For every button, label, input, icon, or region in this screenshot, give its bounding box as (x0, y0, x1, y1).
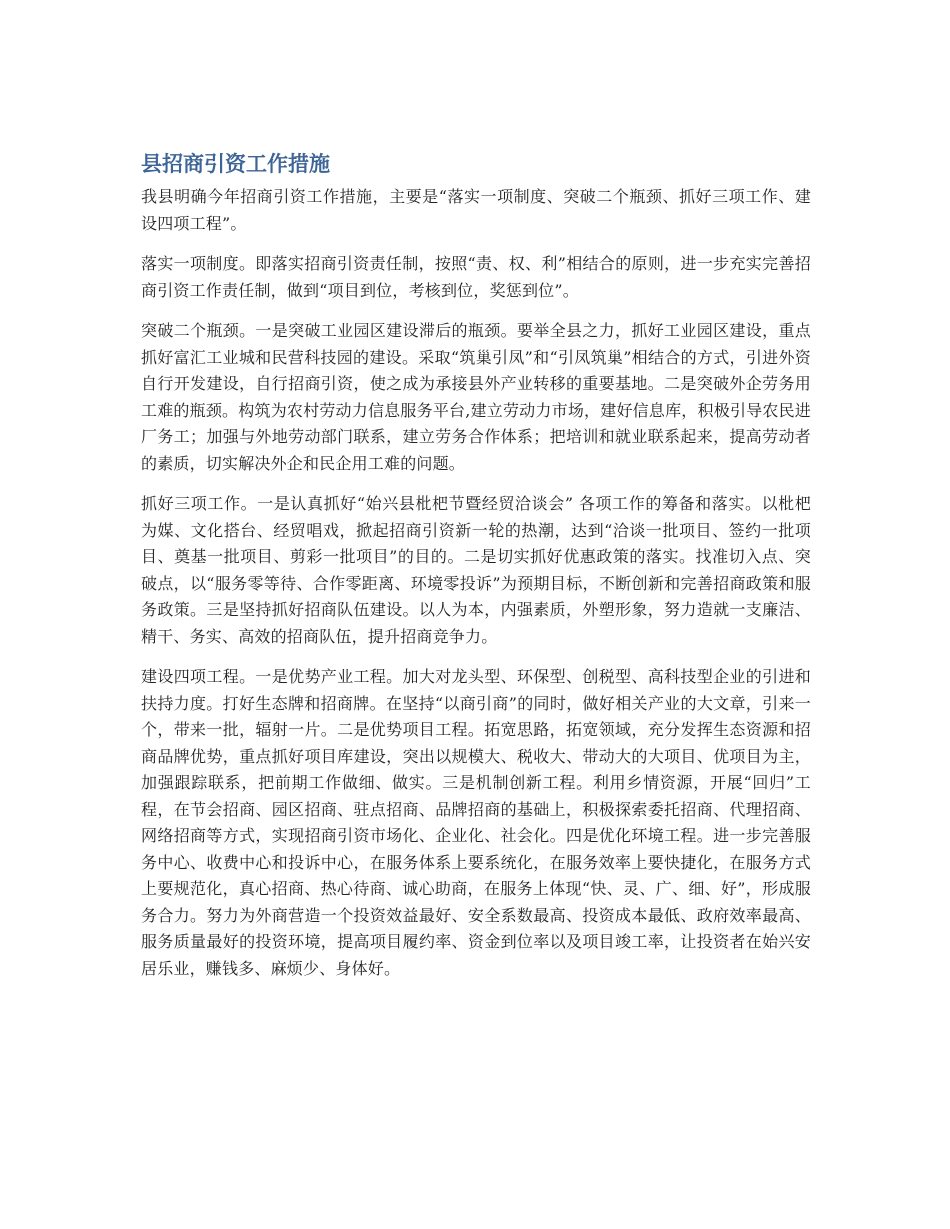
document-page (141, 150, 811, 996)
paragraph-four-projects: 建设四项工程。一是优势产业工程。加大对龙头型、环保型、创税型、高科技型企业的引进和扶持力度。打好生态牌和招商牌。在坚持“以商引商”的同时，做好相关产业的大文章，引来一个，带来一批，辐射一片。二是优势项目工程。拓宽思路，拓宽领域，充分发挥生态资源和招商品牌优势，重点抓好项目库建设，突出以规模大、税收大、带动大的大项目、优项目为主，加强跟踪联系，把前期工作做细、做实。三是机制创新工程。利用乡情资源，开展“回归”工程，在节会招商、园区招商、驻点招商、品牌招商的基础上，积极探索委托招商、代理招商、网络招商等方式，实现招商引资市场化、企业化、社会化。四是优化环境工程。进一步完善服务中心、收费中心和投诉中心，在服务体系上要系统化，在服务效率上要快捷化，在服务方式上要规范化，真心招商、热心待商、诚心助商，在服务上体现“快、灵、广、细、好”，形成服务合力。努力为外商营造一个投资效益最好、安全系数最高、投资成本最低、政府效率最高、服务质量最好的投资环境，提高项目履约率、资金到位率以及项目竣工率，让投资者在始兴安居乐业，赚钱多、麻烦少、身体好。 (141, 667, 811, 978)
paragraph-three-tasks: 抓好三项工作。一是认真抓好“始兴县枇杷节暨经贸洽谈会” 各项工作的筹备和落实。以枇杷为媒、文化搭台、经贸唱戏，掀起招商引资新一轮的热潮，达到“洽谈一批项目、签约一批项目、奠基一批项目、剪彩一批项目”的目的。二是切实抓好优惠政策的落实。找准切入点、突破点，以“服务零等待、合作零距离、环境零投诉”为预期目标，不断创新和完善招商政策和服务政策。三是坚持抓好招商队伍建设。以人为本，内强素质，外塑形象，努力造就一支廉洁、精干、务实、高效的招商队伍，提升招商竞争力。 (141, 494, 811, 646)
paragraph-one-system: 落实一项制度。即落实招商引资责任制，按照“责、权、利”相结合的原则，进一步充实完善招商引资工作责任制，做到“项目到位，考核到位，奖惩到位”。 (141, 254, 811, 300)
document-title: 县招商引资工作措施 (141, 152, 330, 176)
paragraph-two-bottlenecks: 突破二个瓶颈。一是突破工业园区建设滞后的瓶颈。要举全县之力，抓好工业园区建设，重点抓好富汇工业城和民营科技园的建设。采取“筑巢引凤”和“引凤筑巢”相结合的方式，引进外资自行开发建设，自行招商引资，使之成为承接县外产业转移的重要基地。二是突破外企劳务用工难的瓶颈。构筑为农村劳动力信息服务平台,建立劳动力市场，建好信息库，积极引导农民进厂务工；加强与外地劳动部门联系，建立劳务合作体系；把培训和就业联系起来，提高劳动者的素质，切实解决外企和民企用工难的问题。 (141, 321, 811, 473)
intro-paragraph: 我县明确今年招商引资工作措施，主要是“落实一项制度、突破二个瓶颈、抓好三项工作、建设四项工程”。 (141, 187, 811, 233)
